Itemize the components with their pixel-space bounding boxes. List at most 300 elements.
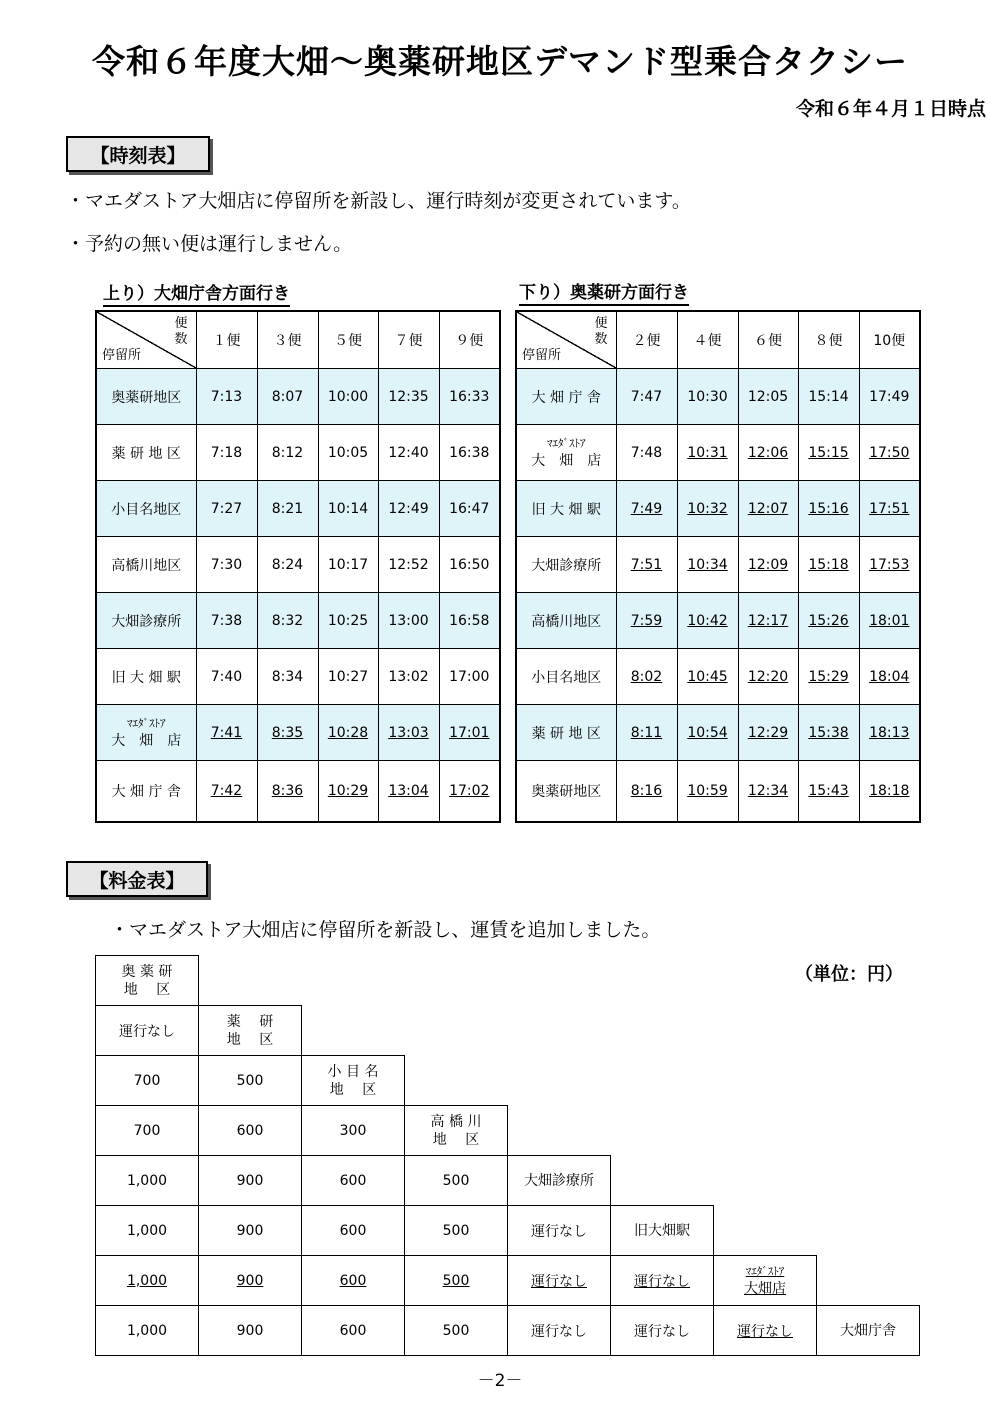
fare-blank xyxy=(714,1106,817,1156)
departure-time xyxy=(196,649,257,705)
fare-blank xyxy=(611,1106,714,1156)
departure-time xyxy=(378,593,439,649)
up-timetable-row xyxy=(96,649,500,705)
departure-time xyxy=(257,481,318,537)
departure-time xyxy=(677,705,738,761)
departure-time xyxy=(318,649,378,705)
bin-label: 便 数 xyxy=(174,316,188,347)
fare-value xyxy=(96,1306,199,1356)
fare-row xyxy=(96,1156,920,1206)
departure-time xyxy=(257,537,318,593)
fare-section-header: 【料金表】 xyxy=(66,861,208,897)
departure-time xyxy=(616,481,677,537)
fare-value xyxy=(405,1156,508,1206)
departure-time xyxy=(616,705,677,761)
departure-time xyxy=(318,593,378,649)
departure-time-value: 10:25 xyxy=(327,612,369,629)
fare-stop-line: 地 区 xyxy=(226,1031,274,1048)
fare-value xyxy=(96,1106,199,1156)
fare-stop-label xyxy=(405,1106,508,1156)
fare-blank xyxy=(817,1206,920,1256)
fare-value-text: 500 xyxy=(442,1222,470,1239)
departure-time-value: 12:20 xyxy=(747,668,789,685)
departure-time xyxy=(798,593,859,649)
bin-header: ９便 xyxy=(439,311,500,369)
departure-time-value: 15:38 xyxy=(808,724,849,741)
departure-time-value: 16:58 xyxy=(449,612,490,629)
departure-time xyxy=(318,481,378,537)
up-timetable-row xyxy=(96,761,500,823)
fare-blank xyxy=(405,1006,508,1056)
departure-time xyxy=(798,649,859,705)
departure-time-value: 12:49 xyxy=(388,500,429,517)
departure-time xyxy=(196,705,257,761)
departure-time xyxy=(196,425,257,481)
departure-time-value: 8:32 xyxy=(271,612,304,629)
fare-blank xyxy=(508,1106,611,1156)
departure-time-value: 10:34 xyxy=(687,556,728,573)
fare-value xyxy=(199,1306,302,1356)
departure-time-value: 7:40 xyxy=(210,668,243,685)
departure-time-value: 10:59 xyxy=(687,783,728,799)
departure-time-value: 13:02 xyxy=(388,668,429,685)
fare-row xyxy=(96,1106,920,1156)
fare-stop-label xyxy=(508,1156,611,1206)
departure-time xyxy=(257,593,318,649)
departure-time-value: 8:02 xyxy=(630,668,663,685)
fare-value-text: 600 xyxy=(339,1172,367,1189)
fare-row xyxy=(96,1306,920,1356)
departure-time xyxy=(439,705,500,761)
departure-time-value: 7:59 xyxy=(630,612,663,629)
departure-time-value: 7:38 xyxy=(210,612,243,629)
fare-value-text: 運行なし xyxy=(119,1023,175,1040)
departure-time xyxy=(677,761,738,823)
fare-value-text: 運行なし xyxy=(531,1223,587,1240)
departure-time xyxy=(196,537,257,593)
departure-time-value: 12:06 xyxy=(747,444,789,461)
departure-time xyxy=(738,649,798,705)
fare-blank xyxy=(405,1056,508,1106)
fare-value-text: 500 xyxy=(442,1322,470,1339)
departure-time-value: 8:07 xyxy=(271,388,304,405)
page-title: 令和６年度大畑～奥薬研地区デマンド型乗合タクシー xyxy=(92,42,908,81)
departure-time-value: 12:17 xyxy=(747,612,789,629)
fare-stop-label xyxy=(302,1056,405,1106)
departure-time-value: 12:05 xyxy=(747,388,789,405)
departure-time xyxy=(257,705,318,761)
fare-stop-line: 奥 薬 研 xyxy=(121,963,173,980)
departure-time-value: 17:00 xyxy=(449,668,490,685)
fare-table xyxy=(95,955,920,1356)
departure-time-value: 13:03 xyxy=(388,724,429,741)
departure-time-value: 12:52 xyxy=(388,556,429,573)
up-timetable-row xyxy=(96,481,500,537)
departure-time xyxy=(738,369,798,425)
fare-stop-line: 地 区 xyxy=(123,981,171,998)
fare-value xyxy=(508,1256,611,1306)
fare-blank xyxy=(817,1106,920,1156)
departure-time-value: 18:04 xyxy=(869,668,910,685)
fare-stop-line: 小 目 名 xyxy=(327,1063,379,1080)
departure-time xyxy=(318,425,378,481)
up-timetable-title: 上り）大畑庁舎方面行き xyxy=(103,279,290,307)
fare-value-text: 1,000 xyxy=(126,1272,168,1289)
departure-time-value: 7:51 xyxy=(630,556,663,573)
fare-value-text: 600 xyxy=(339,1272,367,1289)
fare-blank xyxy=(817,956,920,1006)
bin-header: 10便 xyxy=(859,311,920,369)
departure-time-value: 13:00 xyxy=(388,612,429,629)
departure-time xyxy=(378,425,439,481)
stop-name xyxy=(96,705,196,761)
bin-label: 便 数 xyxy=(594,316,608,347)
fare-blank xyxy=(199,956,302,1006)
departure-time xyxy=(677,481,738,537)
departure-time-value: 15:26 xyxy=(808,612,849,629)
down-timetable-row xyxy=(516,481,920,537)
stop-name: 大 畑 庁 舎 xyxy=(96,761,196,823)
departure-time xyxy=(378,537,439,593)
departure-time xyxy=(196,481,257,537)
departure-time xyxy=(196,369,257,425)
fare-stop-label xyxy=(714,1256,817,1306)
fare-blank xyxy=(817,1006,920,1056)
stop-name: 奥薬研地区 xyxy=(516,761,616,823)
departure-time xyxy=(257,649,318,705)
departure-time xyxy=(439,537,500,593)
departure-time-value: 10:27 xyxy=(327,668,369,685)
departure-time-value: 12:40 xyxy=(388,444,429,461)
bin-header: ３便 xyxy=(257,311,318,369)
departure-time-value: 8:16 xyxy=(630,783,663,799)
departure-time-value: 10:14 xyxy=(327,500,369,517)
departure-time xyxy=(738,481,798,537)
departure-time-value: 7:18 xyxy=(210,444,243,461)
fare-blank xyxy=(302,956,405,1006)
bin-header: ６便 xyxy=(738,311,798,369)
fare-value xyxy=(611,1256,714,1306)
departure-time xyxy=(859,425,920,481)
fare-value-text: 900 xyxy=(236,1272,264,1289)
departure-time-value: 15:16 xyxy=(808,500,849,517)
departure-time xyxy=(318,705,378,761)
fare-value-text: 900 xyxy=(236,1222,264,1239)
departure-time xyxy=(798,425,859,481)
departure-time xyxy=(616,537,677,593)
departure-time xyxy=(439,369,500,425)
departure-time-value: 12:07 xyxy=(747,500,789,517)
departure-time-value: 8:11 xyxy=(630,724,663,741)
down-timetable-row xyxy=(516,425,920,481)
departure-time xyxy=(798,705,859,761)
departure-time xyxy=(677,369,738,425)
departure-time xyxy=(798,761,859,823)
fare-unit: （単位：円） xyxy=(795,964,903,985)
stop-name: 薬 研 地 区 xyxy=(516,705,616,761)
departure-time xyxy=(616,369,677,425)
fare-stop-label xyxy=(96,956,199,1006)
fare-value xyxy=(405,1206,508,1256)
departure-time-value: 13:04 xyxy=(388,783,429,799)
fare-stop-label xyxy=(611,1206,714,1256)
departure-time-value: 17:01 xyxy=(449,724,490,741)
stop-label: 停留所 xyxy=(522,348,562,363)
fare-value xyxy=(302,1106,405,1156)
fare-blank xyxy=(714,1006,817,1056)
departure-time xyxy=(257,369,318,425)
stop-name: 高橋川地区 xyxy=(96,537,196,593)
departure-time xyxy=(677,425,738,481)
fare-blank xyxy=(817,1156,920,1206)
departure-time xyxy=(439,481,500,537)
fare-row xyxy=(96,1206,920,1256)
fare-value-text: 900 xyxy=(236,1172,264,1189)
departure-time xyxy=(318,761,378,823)
departure-time xyxy=(859,481,920,537)
fare-value-text: 運行なし xyxy=(737,1323,793,1340)
fare-blank xyxy=(611,1006,714,1056)
departure-time xyxy=(196,593,257,649)
fare-value-text: 600 xyxy=(339,1222,367,1239)
departure-time-value: 10:32 xyxy=(687,500,728,517)
departure-time xyxy=(738,425,798,481)
up-timetable xyxy=(95,310,501,823)
fare-blank xyxy=(714,1206,817,1256)
stop-name: 奥薬研地区 xyxy=(96,369,196,425)
fare-blank xyxy=(508,956,611,1006)
fare-stop-line: 地 区 xyxy=(329,1081,377,1098)
up-timetable-row xyxy=(96,705,500,761)
fare-blank xyxy=(714,1056,817,1106)
fare-stop-label xyxy=(199,1006,302,1056)
departure-time-value: 12:09 xyxy=(747,556,789,573)
stop-name-line1: ﾏｴﾀﾞｽﾄｱ xyxy=(127,716,166,730)
departure-time xyxy=(318,537,378,593)
fare-value-text: 500 xyxy=(442,1272,470,1289)
fare-stop-label xyxy=(817,1306,920,1356)
stop-label: 停留所 xyxy=(102,348,142,363)
fare-stop-line: 大畑診療所 xyxy=(524,1172,594,1189)
timetable-section-header: 【時刻表】 xyxy=(66,136,210,172)
fare-value xyxy=(96,1006,199,1056)
fare-value-text: 600 xyxy=(236,1122,264,1139)
departure-time-value: 7:47 xyxy=(630,388,663,405)
fare-stop-line: 大畑庁舎 xyxy=(840,1322,896,1339)
down-timetable-row xyxy=(516,761,920,823)
stop-name-line2: 大 畑 店 xyxy=(111,732,182,749)
fare-row xyxy=(96,956,920,1006)
fare-value-text: 運行なし xyxy=(531,1323,587,1340)
up-timetable-row xyxy=(96,425,500,481)
departure-time xyxy=(859,705,920,761)
departure-time xyxy=(616,761,677,823)
stop-name: 旧 大 畑 駅 xyxy=(96,649,196,705)
fare-value xyxy=(199,1206,302,1256)
stop-name-line1: ﾏｴﾀﾞｽﾄｱ xyxy=(547,436,586,450)
fare-value-text: 運行なし xyxy=(531,1273,587,1290)
departure-time xyxy=(677,649,738,705)
departure-time xyxy=(798,537,859,593)
stop-name: 大 畑 庁 舎 xyxy=(516,369,616,425)
down-timetable-title: 下り）奥薬研方面行き xyxy=(519,278,689,306)
departure-time-value: 12:34 xyxy=(747,783,789,799)
fare-note: ・マエダストア大畑店に停留所を新設し、運賃を追加しました。 xyxy=(110,919,661,941)
departure-time-value: 16:33 xyxy=(449,388,490,405)
departure-time-value: 8:35 xyxy=(271,724,304,741)
stop-name: 大畑診療所 xyxy=(96,593,196,649)
departure-time xyxy=(439,761,500,823)
departure-time-value: 10:31 xyxy=(687,444,728,461)
departure-time-value: 18:18 xyxy=(869,783,910,799)
departure-time xyxy=(798,481,859,537)
departure-time xyxy=(859,369,920,425)
departure-time xyxy=(859,761,920,823)
fare-value xyxy=(302,1156,405,1206)
down-timetable-row xyxy=(516,537,920,593)
departure-time xyxy=(798,369,859,425)
fare-value xyxy=(96,1206,199,1256)
departure-time xyxy=(859,593,920,649)
departure-time-value: 17:53 xyxy=(869,556,910,573)
bin-header: １便 xyxy=(196,311,257,369)
departure-time-value: 16:38 xyxy=(449,444,490,461)
departure-time-value: 17:49 xyxy=(869,388,910,405)
departure-time xyxy=(859,537,920,593)
departure-time-value: 16:47 xyxy=(449,500,490,517)
departure-time xyxy=(378,649,439,705)
fare-value xyxy=(508,1206,611,1256)
fare-value-text: 500 xyxy=(442,1172,470,1189)
fare-value xyxy=(96,1256,199,1306)
fare-value xyxy=(199,1056,302,1106)
departure-time-value: 15:18 xyxy=(808,556,849,573)
stop-name: 薬 研 地 区 xyxy=(96,425,196,481)
departure-time-value: 17:51 xyxy=(869,500,910,517)
stop-name-line2: 大 畑 店 xyxy=(531,452,602,469)
departure-time xyxy=(616,425,677,481)
fare-blank xyxy=(817,1056,920,1106)
departure-time xyxy=(439,649,500,705)
departure-time-value: 10:45 xyxy=(687,668,728,685)
down-timetable-row xyxy=(516,705,920,761)
departure-time xyxy=(196,761,257,823)
fare-value xyxy=(302,1256,405,1306)
fare-blank xyxy=(508,1056,611,1106)
departure-time-value: 10:30 xyxy=(687,388,728,405)
fare-blank xyxy=(611,1156,714,1206)
stop-name: 小目名地区 xyxy=(516,649,616,705)
fare-value-text: 1,000 xyxy=(126,1222,168,1239)
departure-time xyxy=(738,593,798,649)
fare-stop-line: 大畑店 xyxy=(744,1280,786,1297)
departure-time xyxy=(318,369,378,425)
fare-value xyxy=(405,1306,508,1356)
departure-time-value: 10:17 xyxy=(327,556,369,573)
departure-time-value: 7:27 xyxy=(210,500,243,517)
fare-value-text: 運行なし xyxy=(634,1273,690,1290)
fare-row xyxy=(96,1006,920,1056)
fare-value xyxy=(199,1256,302,1306)
fare-value xyxy=(405,1256,508,1306)
bin-header: ２便 xyxy=(616,311,677,369)
departure-time-value: 10:29 xyxy=(327,783,369,799)
departure-time xyxy=(439,425,500,481)
fare-blank xyxy=(508,1006,611,1056)
departure-time xyxy=(257,425,318,481)
departure-time xyxy=(439,593,500,649)
departure-time-value: 7:41 xyxy=(210,724,243,741)
effective-date: 令和６年４月１日時点 xyxy=(795,98,986,120)
fare-stop-line: 地 区 xyxy=(432,1131,480,1148)
departure-time-value: 10:05 xyxy=(327,444,369,461)
departure-time xyxy=(677,593,738,649)
departure-time-value: 15:15 xyxy=(808,444,849,461)
departure-time-value: 17:02 xyxy=(449,783,490,799)
fare-stop-line: 高 橋 川 xyxy=(430,1113,482,1130)
fare-value-text: 1,000 xyxy=(126,1322,168,1339)
fare-blank xyxy=(611,1056,714,1106)
fare-value-text: 1,000 xyxy=(126,1172,168,1189)
fare-value-text: 600 xyxy=(339,1322,367,1339)
fare-value-text: 500 xyxy=(236,1072,264,1089)
departure-time xyxy=(738,705,798,761)
up-timetable-row xyxy=(96,537,500,593)
up-timetable-corner-cell xyxy=(96,311,196,369)
departure-time-value: 7:13 xyxy=(210,388,243,405)
departure-time-value: 10:00 xyxy=(327,388,369,405)
up-timetable-row xyxy=(96,593,500,649)
fare-value xyxy=(508,1306,611,1356)
timetable-note-1: ・マエダストア大畑店に停留所を新設し、運行時刻が変更されています。 xyxy=(66,190,691,212)
down-timetable-header-row xyxy=(516,311,920,369)
timetable-note-2: ・予約の無い便は運行しません。 xyxy=(66,233,353,255)
departure-time-value: 8:24 xyxy=(271,556,304,573)
departure-time xyxy=(378,761,439,823)
fare-value xyxy=(96,1056,199,1106)
stop-name: 大畑診療所 xyxy=(516,537,616,593)
fare-blank xyxy=(714,1156,817,1206)
fare-stop-line: 薬 研 xyxy=(226,1013,274,1030)
down-timetable xyxy=(515,310,921,823)
fare-value xyxy=(199,1156,302,1206)
departure-time-value: 7:30 xyxy=(210,556,243,573)
fare-row xyxy=(96,1056,920,1106)
departure-time-value: 7:42 xyxy=(210,783,243,799)
fare-value xyxy=(302,1206,405,1256)
fare-value xyxy=(714,1306,817,1356)
fare-stop-line: ﾏｴﾀﾞｽﾄｱ xyxy=(745,1264,785,1278)
fare-value-text: 300 xyxy=(339,1122,367,1139)
down-timetable-corner-cell xyxy=(516,311,616,369)
departure-time-value: 7:48 xyxy=(630,444,663,461)
departure-time xyxy=(257,761,318,823)
fare-value-text: 900 xyxy=(236,1322,264,1339)
departure-time xyxy=(378,481,439,537)
departure-time-value: 16:50 xyxy=(449,556,490,573)
fare-value-text: 運行なし xyxy=(634,1323,690,1340)
departure-time-value: 12:29 xyxy=(747,724,789,741)
down-timetable-row xyxy=(516,649,920,705)
departure-time xyxy=(738,761,798,823)
fare-blank xyxy=(611,956,714,1006)
fare-stop-line: 旧大畑駅 xyxy=(634,1222,690,1239)
stop-name: 旧 大 畑 駅 xyxy=(516,481,616,537)
departure-time-value: 15:29 xyxy=(808,668,849,685)
departure-time-value: 8:21 xyxy=(271,500,304,517)
fare-value xyxy=(302,1306,405,1356)
departure-time xyxy=(378,705,439,761)
